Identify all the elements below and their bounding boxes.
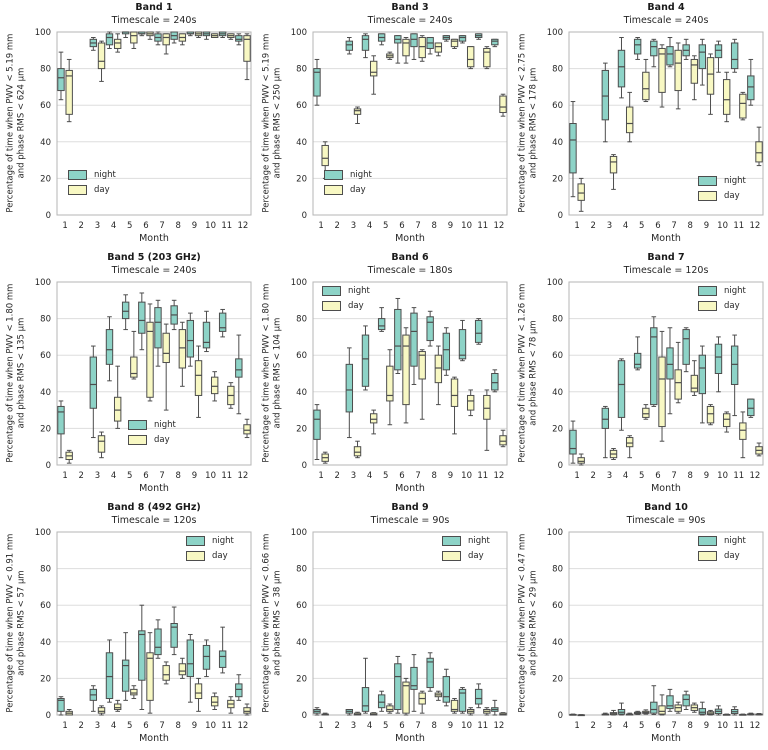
subplot-band-1 [0, 0, 256, 250]
svg-text:3: 3 [350, 721, 357, 731]
svg-text:7: 7 [159, 471, 165, 481]
svg-text:40: 40 [40, 137, 51, 148]
svg-text:11: 11 [733, 471, 745, 481]
subplot-band-6 [256, 250, 512, 500]
x-axis-label: Month [139, 233, 169, 244]
legend-day-swatch-icon [698, 301, 717, 311]
svg-text:7: 7 [415, 471, 421, 481]
svg-text:1: 1 [574, 721, 580, 731]
svg-text:3: 3 [606, 221, 613, 231]
svg-text:6: 6 [143, 221, 149, 231]
legend-row-day [698, 301, 746, 311]
svg-text:40: 40 [296, 137, 307, 148]
svg-text:8: 8 [431, 721, 437, 731]
legend-row-day [322, 301, 370, 311]
legend-night-swatch-icon [68, 170, 87, 180]
svg-text:4: 4 [110, 221, 117, 231]
svg-text:5: 5 [127, 221, 133, 231]
legend-day-swatch-icon [128, 435, 147, 445]
svg-text:100: 100 [290, 28, 307, 38]
legend-day-label: day [212, 551, 228, 561]
svg-text:0: 0 [45, 211, 51, 221]
svg-text:40: 40 [296, 387, 307, 398]
svg-text:100: 100 [290, 528, 307, 538]
legend-night-label: night [468, 536, 490, 546]
svg-text:5: 5 [127, 721, 133, 731]
y-axis-label: Percentage of time when PWV < 0.91 mm and phase RMS < 57 μm [5, 533, 27, 714]
legend-night-label: night [348, 286, 370, 296]
svg-text:100: 100 [546, 278, 563, 288]
svg-text:40: 40 [40, 637, 51, 648]
svg-text:10: 10 [205, 471, 216, 481]
svg-text:40: 40 [296, 637, 307, 648]
boxplot-canvas [256, 250, 512, 500]
legend [442, 536, 490, 566]
svg-text:0: 0 [301, 211, 307, 221]
y-axis-label: Percentage of time when PWV < 5.19 mm and phase RMS < 624 μm [5, 33, 27, 214]
y-axis-label: Percentage of time when PWV < 0.66 mm and phase RMS < 38 μm [261, 533, 283, 714]
legend-night-swatch-icon [128, 420, 147, 430]
svg-text:9: 9 [191, 221, 198, 231]
svg-text:2: 2 [334, 471, 340, 481]
svg-text:0: 0 [557, 461, 563, 471]
svg-text:10: 10 [205, 721, 216, 731]
svg-text:80: 80 [40, 64, 51, 75]
svg-text:5: 5 [639, 221, 645, 231]
legend [186, 536, 234, 566]
svg-text:12: 12 [493, 471, 505, 481]
subplot-subtitle: Timescale = 240s [623, 15, 709, 26]
svg-text:0: 0 [557, 211, 563, 221]
legend-night-label: night [154, 420, 176, 430]
legend-night-label: night [724, 286, 746, 296]
svg-text:5: 5 [639, 721, 645, 731]
svg-text:12: 12 [749, 721, 761, 731]
svg-text:11: 11 [477, 721, 489, 731]
svg-text:40: 40 [40, 387, 51, 398]
subplot-band-5-203-ghz [0, 250, 256, 500]
legend [128, 420, 176, 450]
svg-text:100: 100 [546, 28, 563, 38]
subplot-band-4 [512, 0, 768, 250]
y-axis-label: Percentage of time when PWV < 5.19 mm and phase RMS < 250 μm [261, 33, 283, 214]
svg-text:20: 20 [296, 424, 307, 435]
svg-text:20: 20 [40, 174, 51, 185]
svg-text:80: 80 [552, 564, 563, 575]
svg-text:11: 11 [221, 471, 233, 481]
svg-text:40: 40 [552, 637, 563, 648]
svg-text:8: 8 [687, 221, 693, 231]
svg-text:60: 60 [40, 101, 51, 112]
svg-text:1: 1 [318, 721, 324, 731]
subplot-subtitle: Timescale = 240s [111, 265, 197, 276]
svg-text:2: 2 [590, 221, 596, 231]
svg-text:1: 1 [574, 471, 580, 481]
svg-text:10: 10 [205, 221, 216, 231]
legend-row-night [186, 536, 234, 546]
svg-text:60: 60 [552, 601, 563, 612]
svg-text:0: 0 [301, 461, 307, 471]
y-axis-label: Percentage of time when PWV < 2.75 mm and phase RMS < 178 μm [517, 33, 539, 214]
legend-day-swatch-icon [698, 191, 717, 201]
subplot-subtitle: Timescale = 120s [623, 265, 709, 276]
svg-text:20: 20 [552, 674, 563, 685]
svg-text:8: 8 [175, 221, 181, 231]
x-axis-label: Month [651, 733, 681, 744]
svg-text:10: 10 [461, 721, 472, 731]
subplot-title: Band 4 [647, 2, 685, 13]
legend-night-swatch-icon [698, 176, 717, 186]
legend-day-label: day [154, 435, 170, 445]
svg-text:0: 0 [301, 711, 307, 721]
svg-text:80: 80 [296, 64, 307, 75]
svg-text:100: 100 [546, 528, 563, 538]
svg-text:4: 4 [110, 721, 117, 731]
subplot-subtitle: Timescale = 120s [111, 515, 197, 526]
svg-text:3: 3 [606, 471, 613, 481]
svg-text:60: 60 [40, 601, 51, 612]
legend [698, 176, 746, 206]
svg-text:1: 1 [574, 221, 580, 231]
svg-text:20: 20 [296, 174, 307, 185]
svg-text:4: 4 [622, 471, 629, 481]
svg-text:60: 60 [552, 351, 563, 362]
svg-text:5: 5 [639, 471, 645, 481]
x-axis-label: Month [139, 733, 169, 744]
subplot-title: Band 5 (203 GHz) [107, 252, 201, 263]
legend-row-night [698, 536, 746, 546]
legend-night-swatch-icon [698, 286, 717, 296]
svg-text:8: 8 [175, 721, 181, 731]
svg-text:100: 100 [34, 28, 51, 38]
svg-text:60: 60 [296, 101, 307, 112]
svg-text:80: 80 [552, 64, 563, 75]
svg-text:6: 6 [399, 221, 405, 231]
svg-text:6: 6 [143, 471, 149, 481]
legend-row-day [324, 185, 372, 195]
svg-text:1: 1 [62, 721, 68, 731]
svg-text:11: 11 [477, 221, 489, 231]
x-axis-label: Month [395, 733, 425, 744]
y-axis-label: Percentage of time when PWV < 0.47 mm and phase RMS < 29 μm [517, 533, 539, 714]
svg-text:9: 9 [703, 221, 710, 231]
svg-text:0: 0 [557, 711, 563, 721]
svg-text:80: 80 [296, 564, 307, 575]
svg-text:4: 4 [622, 221, 629, 231]
legend-night-label: night [350, 170, 372, 180]
y-axis-label: Percentage of time when PWV < 1.26 mm and phase RMS < 78 μm [517, 283, 539, 464]
legend-day-swatch-icon [322, 301, 341, 311]
legend-row-night [698, 176, 746, 186]
legend [698, 536, 746, 566]
svg-text:3: 3 [350, 221, 357, 231]
svg-text:3: 3 [606, 721, 613, 731]
svg-text:2: 2 [78, 721, 84, 731]
legend-night-swatch-icon [186, 536, 205, 546]
svg-text:3: 3 [94, 471, 101, 481]
boxplot-canvas [256, 0, 512, 250]
subplot-subtitle: Timescale = 180s [367, 265, 453, 276]
svg-text:7: 7 [159, 721, 165, 731]
svg-text:9: 9 [447, 471, 454, 481]
svg-text:8: 8 [687, 721, 693, 731]
svg-text:1: 1 [62, 471, 68, 481]
legend [68, 170, 116, 200]
svg-text:9: 9 [447, 221, 454, 231]
svg-text:7: 7 [671, 471, 677, 481]
legend-row-day [128, 435, 176, 445]
svg-text:40: 40 [552, 387, 563, 398]
svg-text:10: 10 [717, 221, 728, 231]
subplot-subtitle: Timescale = 90s [370, 515, 450, 526]
svg-text:60: 60 [296, 601, 307, 612]
subplot-title: Band 7 [647, 252, 685, 263]
legend-row-night [68, 170, 116, 180]
svg-text:2: 2 [590, 721, 596, 731]
subplot-subtitle: Timescale = 240s [111, 15, 197, 26]
svg-text:11: 11 [733, 221, 745, 231]
svg-text:11: 11 [221, 721, 233, 731]
svg-text:20: 20 [552, 424, 563, 435]
svg-text:2: 2 [334, 221, 340, 231]
svg-text:9: 9 [703, 471, 710, 481]
svg-text:12: 12 [749, 221, 761, 231]
legend-row-night [324, 170, 372, 180]
svg-text:4: 4 [110, 471, 117, 481]
legend-night-swatch-icon [324, 170, 343, 180]
legend-day-label: day [724, 191, 740, 201]
svg-text:5: 5 [383, 471, 389, 481]
legend-night-swatch-icon [322, 286, 341, 296]
boxplot-canvas [512, 0, 768, 250]
svg-text:12: 12 [749, 471, 761, 481]
svg-text:1: 1 [318, 471, 324, 481]
svg-text:7: 7 [671, 721, 677, 731]
svg-text:2: 2 [334, 721, 340, 731]
svg-text:40: 40 [552, 137, 563, 148]
legend-row-night [322, 286, 370, 296]
svg-text:20: 20 [552, 174, 563, 185]
legend-night-swatch-icon [442, 536, 461, 546]
legend-row-day [698, 551, 746, 561]
svg-text:100: 100 [34, 528, 51, 538]
svg-text:20: 20 [296, 674, 307, 685]
legend-row-day [186, 551, 234, 561]
svg-text:7: 7 [159, 221, 165, 231]
svg-text:3: 3 [94, 221, 101, 231]
svg-text:6: 6 [655, 721, 661, 731]
svg-text:20: 20 [40, 674, 51, 685]
svg-text:100: 100 [34, 278, 51, 288]
legend-night-swatch-icon [698, 536, 717, 546]
svg-text:6: 6 [399, 471, 405, 481]
svg-text:11: 11 [477, 471, 489, 481]
legend-day-swatch-icon [442, 551, 461, 561]
legend-row-night [128, 420, 176, 430]
svg-text:12: 12 [493, 721, 505, 731]
y-axis-label: Percentage of time when PWV < 1.80 mm and phase RMS < 104 μm [261, 283, 283, 464]
svg-text:11: 11 [733, 721, 745, 731]
legend-day-swatch-icon [68, 185, 87, 195]
legend-day-swatch-icon [186, 551, 205, 561]
boxplot-canvas [0, 0, 256, 250]
boxplot-canvas [0, 250, 256, 500]
svg-text:4: 4 [366, 221, 373, 231]
subplot-title: Band 10 [644, 502, 688, 513]
svg-text:4: 4 [622, 721, 629, 731]
svg-text:11: 11 [221, 221, 233, 231]
svg-text:2: 2 [590, 471, 596, 481]
svg-text:8: 8 [431, 471, 437, 481]
svg-text:10: 10 [461, 471, 472, 481]
legend-day-swatch-icon [698, 551, 717, 561]
svg-text:5: 5 [383, 221, 389, 231]
svg-text:6: 6 [399, 721, 405, 731]
legend-row-day [442, 551, 490, 561]
svg-text:0: 0 [45, 711, 51, 721]
subplot-title: Band 8 (492 GHz) [107, 502, 201, 513]
legend-day-label: day [94, 185, 110, 195]
svg-text:1: 1 [62, 221, 68, 231]
x-axis-label: Month [651, 233, 681, 244]
svg-text:60: 60 [40, 351, 51, 362]
svg-text:5: 5 [383, 721, 389, 731]
legend-row-day [698, 191, 746, 201]
svg-text:7: 7 [415, 721, 421, 731]
legend [322, 286, 370, 316]
svg-text:6: 6 [655, 471, 661, 481]
svg-text:2: 2 [78, 221, 84, 231]
subplot-subtitle: Timescale = 240s [367, 15, 453, 26]
svg-text:80: 80 [40, 314, 51, 325]
svg-text:2: 2 [78, 471, 84, 481]
svg-text:10: 10 [717, 721, 728, 731]
y-axis-label: Percentage of time when PWV < 1.80 mm and phase RMS < 135 μm [5, 283, 27, 464]
subplot-title: Band 1 [135, 2, 173, 13]
svg-text:80: 80 [296, 314, 307, 325]
svg-text:9: 9 [703, 721, 710, 731]
svg-text:0: 0 [45, 461, 51, 471]
legend-day-label: day [724, 551, 740, 561]
legend-day-label: day [724, 301, 740, 311]
svg-text:5: 5 [127, 471, 133, 481]
legend-night-label: night [94, 170, 116, 180]
svg-text:9: 9 [191, 471, 198, 481]
svg-text:60: 60 [296, 351, 307, 362]
svg-text:12: 12 [493, 221, 505, 231]
subplot-subtitle: Timescale = 90s [626, 515, 706, 526]
legend [324, 170, 372, 200]
legend-row-night [698, 286, 746, 296]
svg-text:7: 7 [671, 221, 677, 231]
x-axis-label: Month [395, 483, 425, 494]
subplot-band-9 [256, 500, 512, 750]
svg-text:12: 12 [237, 221, 249, 231]
subplot-band-7 [512, 250, 768, 500]
svg-text:6: 6 [143, 721, 149, 731]
svg-text:9: 9 [191, 721, 198, 731]
svg-text:12: 12 [237, 471, 249, 481]
svg-text:10: 10 [717, 471, 728, 481]
subplot-band-8-492-ghz [0, 500, 256, 750]
legend-day-label: day [350, 185, 366, 195]
x-axis-label: Month [139, 483, 169, 494]
svg-text:8: 8 [175, 471, 181, 481]
svg-text:1: 1 [318, 221, 324, 231]
legend-row-night [442, 536, 490, 546]
svg-text:4: 4 [366, 721, 373, 731]
legend-row-day [68, 185, 116, 195]
legend-day-label: day [468, 551, 484, 561]
legend-day-swatch-icon [324, 185, 343, 195]
legend-night-label: night [212, 536, 234, 546]
subplot-band-10 [512, 500, 768, 750]
subplot-title: Band 9 [391, 502, 429, 513]
svg-text:7: 7 [415, 221, 421, 231]
svg-text:3: 3 [94, 721, 101, 731]
x-axis-label: Month [651, 483, 681, 494]
svg-text:100: 100 [290, 278, 307, 288]
svg-text:3: 3 [350, 471, 357, 481]
legend-night-label: night [724, 176, 746, 186]
svg-text:4: 4 [366, 471, 373, 481]
legend [698, 286, 746, 316]
svg-text:8: 8 [687, 471, 693, 481]
svg-text:8: 8 [431, 221, 437, 231]
svg-text:80: 80 [40, 564, 51, 575]
svg-text:60: 60 [552, 101, 563, 112]
subplot-band-3 [256, 0, 512, 250]
legend-day-label: day [348, 301, 364, 311]
svg-text:6: 6 [655, 221, 661, 231]
subplot-title: Band 3 [391, 2, 429, 13]
svg-text:10: 10 [461, 221, 472, 231]
svg-text:80: 80 [552, 314, 563, 325]
svg-text:20: 20 [40, 424, 51, 435]
legend-night-label: night [724, 536, 746, 546]
svg-text:9: 9 [447, 721, 454, 731]
subplot-title: Band 6 [391, 252, 429, 263]
x-axis-label: Month [395, 233, 425, 244]
svg-text:12: 12 [237, 721, 249, 731]
